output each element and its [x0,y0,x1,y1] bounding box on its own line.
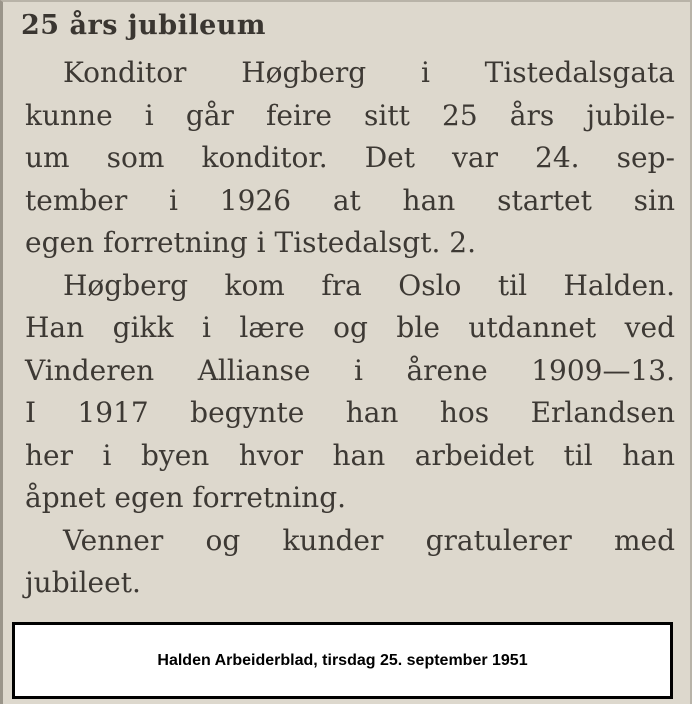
article-line: kunne i går feire sitt 25 års jubile- [25,98,675,132]
source-caption-box [12,622,673,699]
article-line: um som konditor. Det var 24. sep- [25,141,675,174]
article-line: Høgberg kom fra Oslo til Halden. [63,268,675,302]
article-line: Vinderen Allianse i årene 1909—13. [25,353,675,387]
article-line: Konditor Høgberg i Tistedalsgata [63,56,675,89]
article-line: åpnet egen forretning. [25,481,347,514]
article-line: Han gikk i lære og ble utdannet ved [25,311,675,344]
article-line: Venner og kunder gratulerer med [63,523,675,557]
article-line: I 1917 begynte han hos Erlandsen [25,396,675,429]
source-caption: Halden Arbeiderblad, tirsdag 25. september 1951 [157,651,528,669]
article-line: her i byen hvor han arbeidet til han [25,438,675,472]
article-line: tember i 1926 at han startet sin [25,183,675,217]
article-body [25,52,675,605]
article-heading: 25 års jubileum [21,10,266,41]
article-line: egen forretning i Tistedalsgt. 2. [25,226,476,259]
article-line: jubileet. [25,566,141,599]
